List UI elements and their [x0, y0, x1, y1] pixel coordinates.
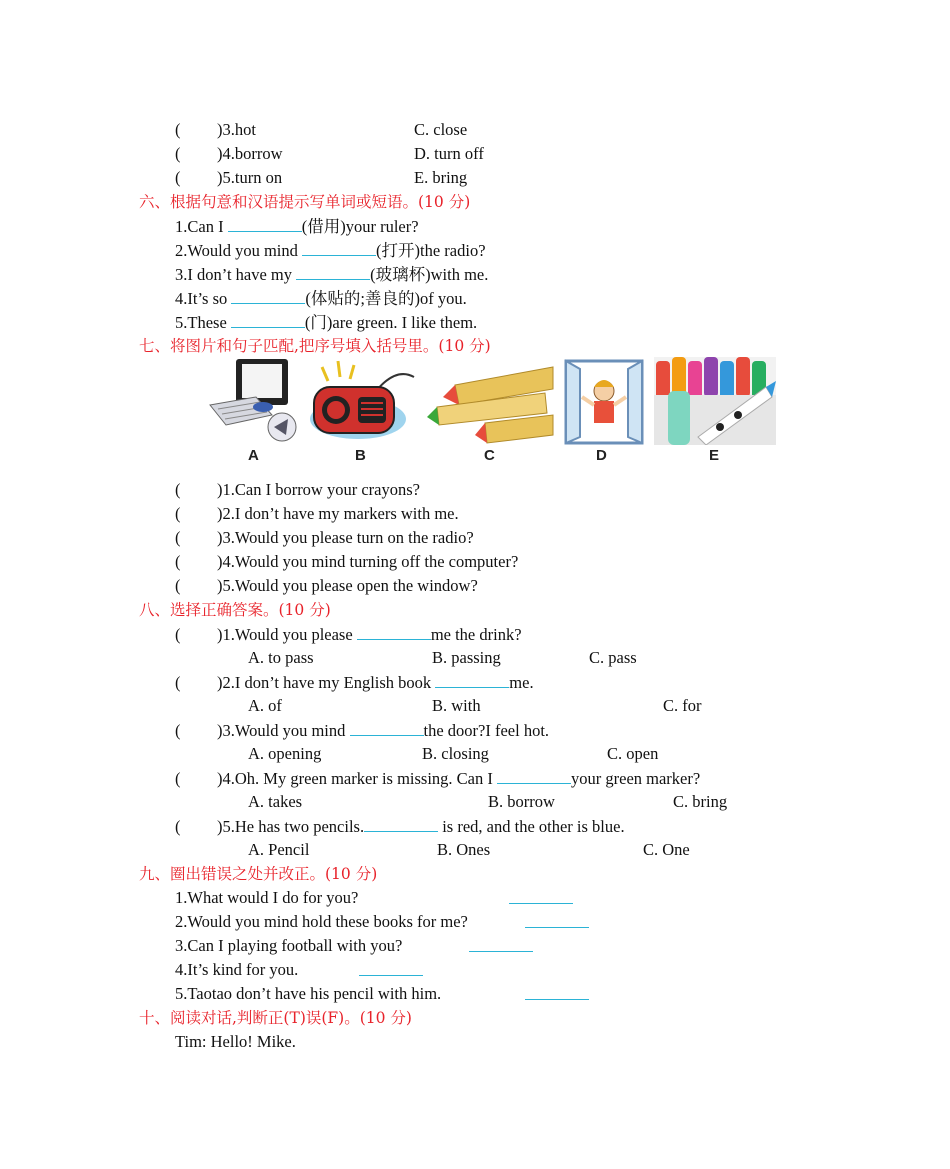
answer-blank[interactable] [357, 624, 431, 640]
option-b[interactable]: B. borrow [488, 792, 555, 811]
correction-blank[interactable] [525, 912, 589, 928]
answer-blank[interactable] [435, 672, 509, 688]
choice-question-3: ( )3.Would you mind the door?I feel hot. [175, 721, 550, 740]
dialogue-line: Tim: Hello! Mike. [175, 1032, 296, 1051]
computer-icon [208, 357, 300, 445]
chinese-hint: (门) [304, 313, 333, 332]
picture-label-e: E [709, 447, 720, 464]
answer-blank[interactable] [302, 240, 376, 256]
chinese-hint: (打开) [376, 241, 421, 260]
option-b[interactable]: B. closing [422, 744, 489, 763]
section-6-title: 六、根据句意和汉语提示写单词或短语。(10 分) [139, 193, 471, 211]
match-item-3: ( )3.hot [175, 120, 256, 139]
match-sentence-4: ( )4.Would you mind turning off the computer? [175, 552, 519, 571]
option-a[interactable]: A. Pencil [248, 840, 310, 859]
option-a[interactable]: A. opening [248, 744, 322, 763]
match-item-4: ( )4.borrow [175, 144, 283, 163]
section-10-title: 十、阅读对话,判断正(T)误(F)。(10 分) [139, 1009, 412, 1027]
chinese-hint: (体贴的;善良的) [305, 289, 420, 308]
match-item-5: ( )5.turn on [175, 168, 283, 187]
option-c[interactable]: C. open [607, 744, 659, 763]
correction-blank-row [469, 936, 533, 957]
match-sentence-3: ( )3.Would you please turn on the radio? [175, 528, 474, 547]
crayons-icon [425, 357, 555, 445]
fill-item-2: 2.Would you mind (打开)the radio? [175, 241, 486, 260]
fill-item-1: 1.Can I (借用)your ruler? [175, 217, 419, 236]
picture-label-b: B [355, 447, 366, 464]
correction-blank[interactable] [469, 936, 533, 952]
match-option-c: C. close [414, 120, 468, 139]
option-c[interactable]: C. for [663, 696, 702, 715]
option-b[interactable]: B. passing [432, 648, 501, 667]
picture-label-c: C [484, 447, 495, 464]
option-b[interactable]: B. with [432, 696, 481, 715]
option-a[interactable]: A. to pass [248, 648, 314, 667]
picture-label-a: A [248, 447, 259, 464]
correction-sentence-2: 2.Would you mind hold these books for me? [175, 912, 468, 931]
section-7-title: 七、将图片和句子匹配,把序号填入括号里。(10 分) [139, 337, 491, 355]
correction-blank-row [525, 984, 589, 1005]
match-option-d: D. turn off [414, 144, 484, 163]
option-a[interactable]: A. of [248, 696, 282, 715]
choice-question-4: ( )4.Oh. My green marker is missing. Can I your green marker? [175, 769, 701, 788]
option-c[interactable]: C. bring [673, 792, 728, 811]
answer-blank[interactable] [228, 216, 302, 232]
correction-blank[interactable] [359, 960, 423, 976]
correction-blank[interactable] [525, 984, 589, 1000]
correction-sentence-4: 4.It’s kind for you. [175, 960, 299, 979]
correction-sentence-5: 5.Taotao don’t have his pencil with him. [175, 984, 442, 1003]
answer-blank[interactable] [296, 264, 370, 280]
section-9-title: 九、圈出错误之处并改正。(10 分) [139, 865, 378, 883]
match-sentence-5: ( )5.Would you please open the window? [175, 576, 478, 595]
markers-icon [654, 357, 776, 445]
radio-icon [306, 357, 418, 445]
correction-sentence-1: 1.What would I do for you? [175, 888, 359, 907]
correction-sentence-3: 3.Can I playing football with you? [175, 936, 403, 955]
choice-question-1: ( )1.Would you please me the drink? [175, 625, 522, 644]
fill-item-5: 5.These (门)are green. I like them. [175, 313, 478, 332]
answer-blank[interactable] [497, 768, 571, 784]
option-c[interactable]: C. One [643, 840, 690, 859]
correction-blank[interactable] [509, 888, 573, 904]
answer-blank[interactable] [231, 288, 305, 304]
match-option-e: E. bring [414, 168, 468, 187]
option-a[interactable]: A. takes [248, 792, 303, 811]
correction-blank-row [525, 912, 589, 933]
answer-blank[interactable] [350, 720, 424, 736]
option-c[interactable]: C. pass [589, 648, 637, 667]
choice-question-5: ( )5.He has two pencils. is red, and the other is blue. [175, 817, 625, 836]
window-icon [562, 357, 646, 445]
correction-blank-row [359, 960, 423, 981]
fill-item-3: 3.I don’t have my (玻璃杯)with me. [175, 265, 489, 284]
option-b[interactable]: B. Ones [437, 840, 491, 859]
answer-blank[interactable] [364, 816, 438, 832]
match-sentence-2: ( )2.I don’t have my markers with me. [175, 504, 459, 523]
chinese-hint: (玻璃杯) [370, 265, 431, 284]
chinese-hint: (借用) [301, 217, 346, 236]
fill-item-4: 4.It’s so (体贴的;善良的)of you. [175, 289, 467, 308]
picture-label-d: D [596, 447, 607, 464]
answer-blank[interactable] [231, 312, 305, 328]
correction-blank-row [509, 888, 573, 909]
match-sentence-1: ( )1.Can I borrow your crayons? [175, 480, 420, 499]
choice-question-2: ( )2.I don’t have my English book me. [175, 673, 534, 692]
section-8-title: 八、选择正确答案。(10 分) [139, 601, 331, 619]
